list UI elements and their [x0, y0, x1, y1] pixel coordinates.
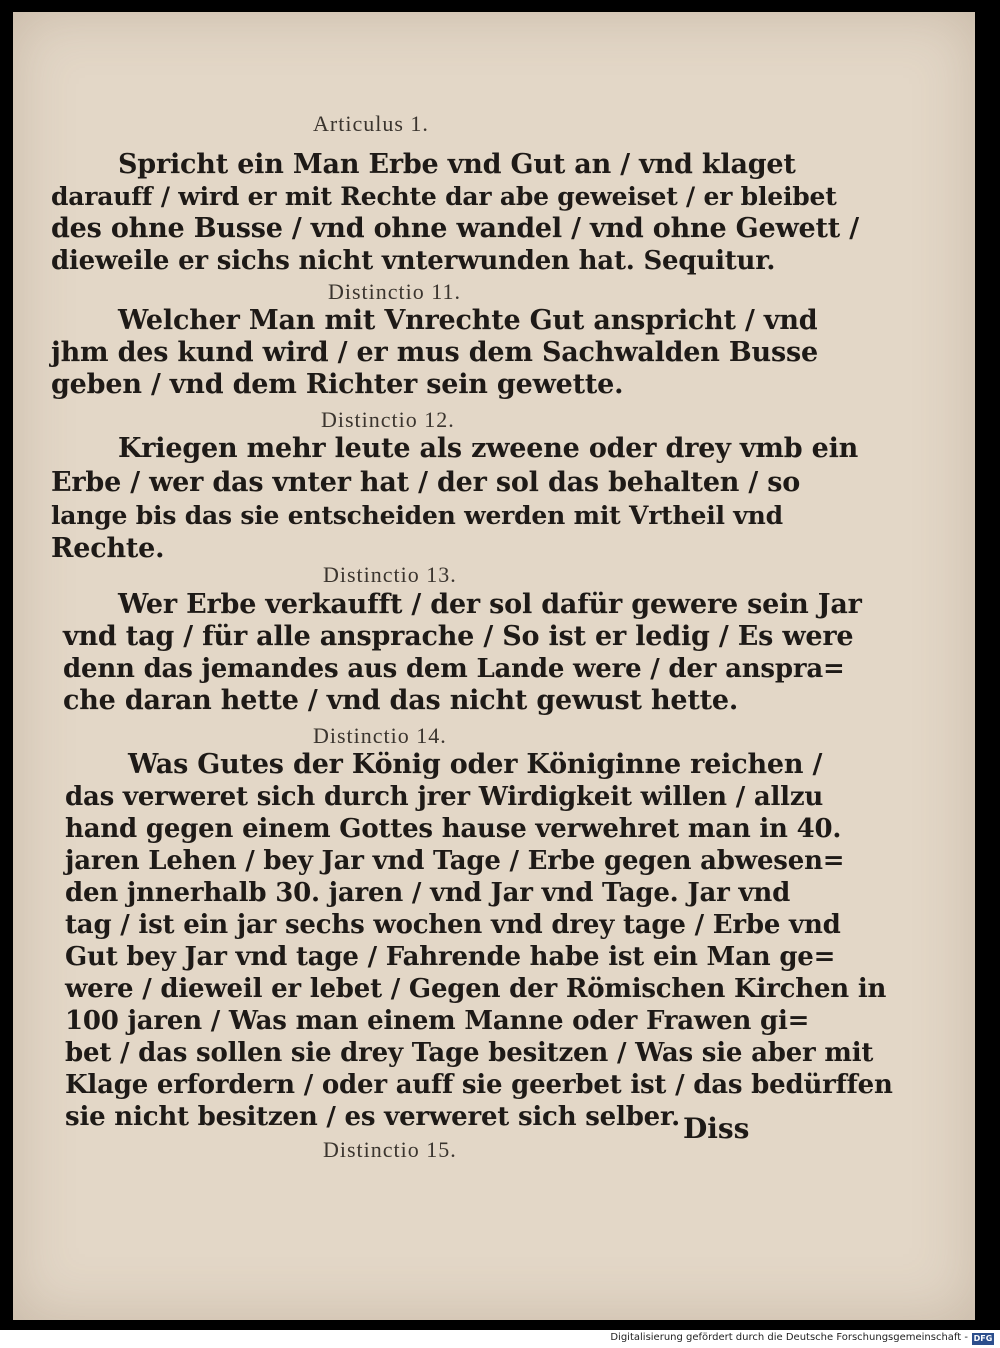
funding-credit: Digitalisierung gefördert durch die Deutsche Forschungsgemeinschaft - [610, 1332, 968, 1343]
text-line: hand gegen einem Gottes hause verwehret man in 40. [65, 814, 842, 844]
text-line: Kriegen mehr leute als zweene oder drey vmb ein [118, 433, 859, 464]
text-line: 100 jaren / Was man einem Manne oder Frawen gi= [65, 1006, 810, 1036]
text-line: darauff / wird er mit Rechte dar abe geweiset / er bleibet [51, 182, 837, 211]
dfg-logo: DFG [973, 1334, 993, 1343]
text-line: dieweile er sichs nicht vnterwunden hat. Sequitur. [51, 246, 776, 276]
section-heading: Distinctio 15. [323, 1137, 457, 1162]
text-line: lange bis das sie entscheiden werden mit Vrtheil vnd [51, 501, 783, 530]
text-line: des ohne Busse / vnd ohne wandel / vnd ohne Gewett / [51, 213, 859, 244]
text-line: jhm des kund wird / er mus dem Sachwalden Busse [51, 337, 818, 368]
text-line: Klage erfordern / oder auff sie geerbet ist / das bedürffen [65, 1070, 893, 1100]
digitization-footer [0, 1330, 1000, 1348]
catchword: Diss [683, 1112, 750, 1145]
text-line: Erbe / wer das vnter hat / der sol das behalten / so [51, 467, 801, 498]
text-line: vnd tag / für alle ansprache / So ist er ledig / Es were [63, 621, 854, 652]
text-line: das verweret sich durch jrer Wirdigkeit willen / allzu [65, 782, 824, 812]
section-heading: Distinctio 13. [323, 562, 457, 587]
text-line: denn das jemandes aus dem Lande were / der anspra= [63, 654, 845, 684]
running-head: Articulus 1. [313, 111, 429, 136]
text-line: Spricht ein Man Erbe vnd Gut an / vnd klaget [118, 149, 796, 180]
book-page [13, 12, 975, 1320]
section-heading: Distinctio 12. [321, 407, 455, 432]
text-line: tag / ist ein jar sechs wochen vnd drey tage / Erbe vnd [65, 910, 841, 940]
section-heading: Distinctio 11. [328, 279, 461, 304]
text-line: Welcher Man mit Vnrechte Gut anspricht / vnd [118, 305, 818, 336]
text-line: Was Gutes der König oder Königinne reichen / [128, 749, 823, 780]
text-line: che daran hette / vnd das nicht gewust hette. [63, 685, 739, 716]
text-line: den jnnerhalb 30. jaren / vnd Jar vnd Tage. Jar vnd [65, 878, 791, 908]
text-line: Wer Erbe verkaufft / der sol dafür gewere sein Jar [118, 589, 862, 620]
text-line: were / dieweil er lebet / Gegen der Römischen Kirchen in [65, 974, 887, 1004]
text-line: geben / vnd dem Richter sein gewette. [51, 369, 624, 400]
section-heading: Distinctio 14. [313, 723, 447, 748]
text-line: Rechte. [51, 533, 165, 564]
text-line: jaren Lehen / bey Jar vnd Tage / Erbe gegen abwesen= [65, 846, 845, 876]
text-line: sie nicht besitzen / es verweret sich selber. [65, 1102, 680, 1132]
text-line: bet / das sollen sie drey Tage besitzen / Was sie aber mit [65, 1038, 874, 1068]
text-line: Gut bey Jar vnd tage / Fahrende habe ist ein Man ge= [65, 942, 836, 972]
